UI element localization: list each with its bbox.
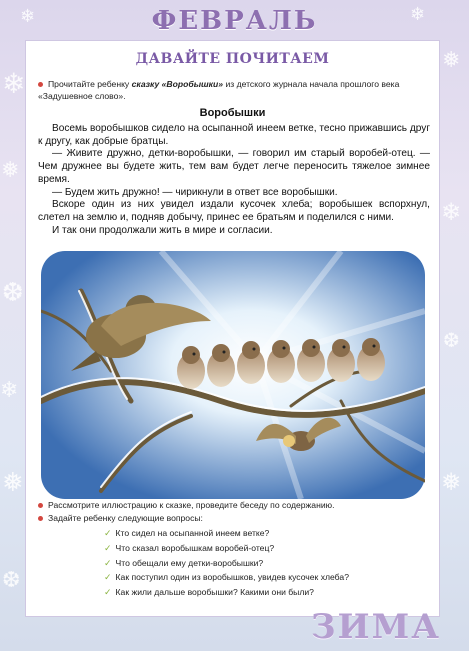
task-text: Рассмотрите иллюстрацию к сказке, проведите беседу по содержанию. [48, 500, 335, 510]
snowflake-icon: ❄ [2, 67, 26, 100]
questions-list [104, 527, 430, 601]
story-paragraph: И так они продолжали жить в мире и согласии. [52, 224, 273, 236]
task-look-at-illustration [38, 499, 430, 512]
check-icon: ✓ [104, 588, 112, 599]
content-card [25, 40, 440, 617]
question-text: Как поступил один из воробышков, увидев кусочек хлеба? [115, 572, 349, 583]
snowflake-icon: ❄ [0, 378, 19, 403]
snowflake-icon: ❄ [441, 198, 462, 226]
snowflake-icon: ❅ [442, 48, 461, 73]
question-item [104, 571, 430, 586]
task-ask-questions [38, 512, 430, 525]
bullet-icon [38, 503, 43, 508]
task-text: Задайте ребенку следующие вопросы: [48, 513, 203, 523]
snowflake-icon: ❅ [2, 468, 24, 498]
check-icon: ✓ [104, 543, 112, 554]
intro-instruction [38, 78, 428, 102]
snowflake-icon: ❄ [20, 6, 36, 27]
intro-text-end: из детского журнала начала прошлого века «Задушевное слово». [38, 79, 400, 101]
story-paragraph: — Будем жить дружно! — чирикнули в ответ все воробышки. [52, 186, 338, 198]
snowflake-icon: ❅ [1, 158, 20, 183]
section-heading: ДАВАЙТЕ ПОЧИТАЕМ [135, 51, 330, 67]
story-paragraph: Вскоре один из них увидел издали кусочек хлеба; воробышек вспорхнул, слетел на землю и, подняв добычу, принес ее братьям и поделился с ними. [38, 199, 430, 223]
snowflake-icon: ❅ [441, 468, 462, 496]
question-item [104, 527, 430, 542]
month-title: ФЕВРАЛЬ [151, 6, 318, 36]
question-text: Что обещали ему детки-воробышки? [115, 557, 264, 568]
snowflake-icon: ❆ [2, 568, 21, 593]
tasks-block [38, 499, 430, 601]
check-icon: ✓ [104, 529, 112, 539]
intro-story-name: сказку «Воробышки» [131, 79, 224, 89]
sparrows-illustration [41, 251, 425, 499]
story-text [38, 123, 430, 237]
question-text: Кто сидел на осыпанной инеем ветке? [115, 528, 270, 538]
question-item [104, 557, 430, 572]
check-icon: ✓ [104, 558, 112, 569]
snowflake-icon: ❄ [410, 4, 426, 25]
snowflake-icon: ❆ [443, 328, 460, 352]
question-item [104, 586, 430, 601]
question-item [104, 542, 430, 557]
story-paragraph: — Живите дружно, детки-воробышки, — говорил им старый воробей-отец. — Чем дружнее вы будете жить, тем вам будет легче переносить тяжелое зимнее время. [38, 148, 430, 185]
bullet-icon [38, 516, 43, 521]
question-text: Что сказал воробышкам воробей-отец? [115, 542, 275, 553]
story-title: Воробышки [199, 107, 266, 119]
intro-text-start: Прочитайте ребенку [48, 79, 132, 89]
bullet-icon [38, 82, 43, 87]
season-title: ЗИМА [311, 607, 441, 647]
question-text: Как жили дальше воробышки? Какими они были? [115, 587, 314, 598]
check-icon: ✓ [104, 573, 112, 584]
story-paragraph: Восемь воробышков сидело на осыпанной инеем ветке, тесно прижавшись друг к другу, как добрые братцы. [38, 123, 430, 147]
snowflake-icon: ❆ [2, 278, 24, 308]
